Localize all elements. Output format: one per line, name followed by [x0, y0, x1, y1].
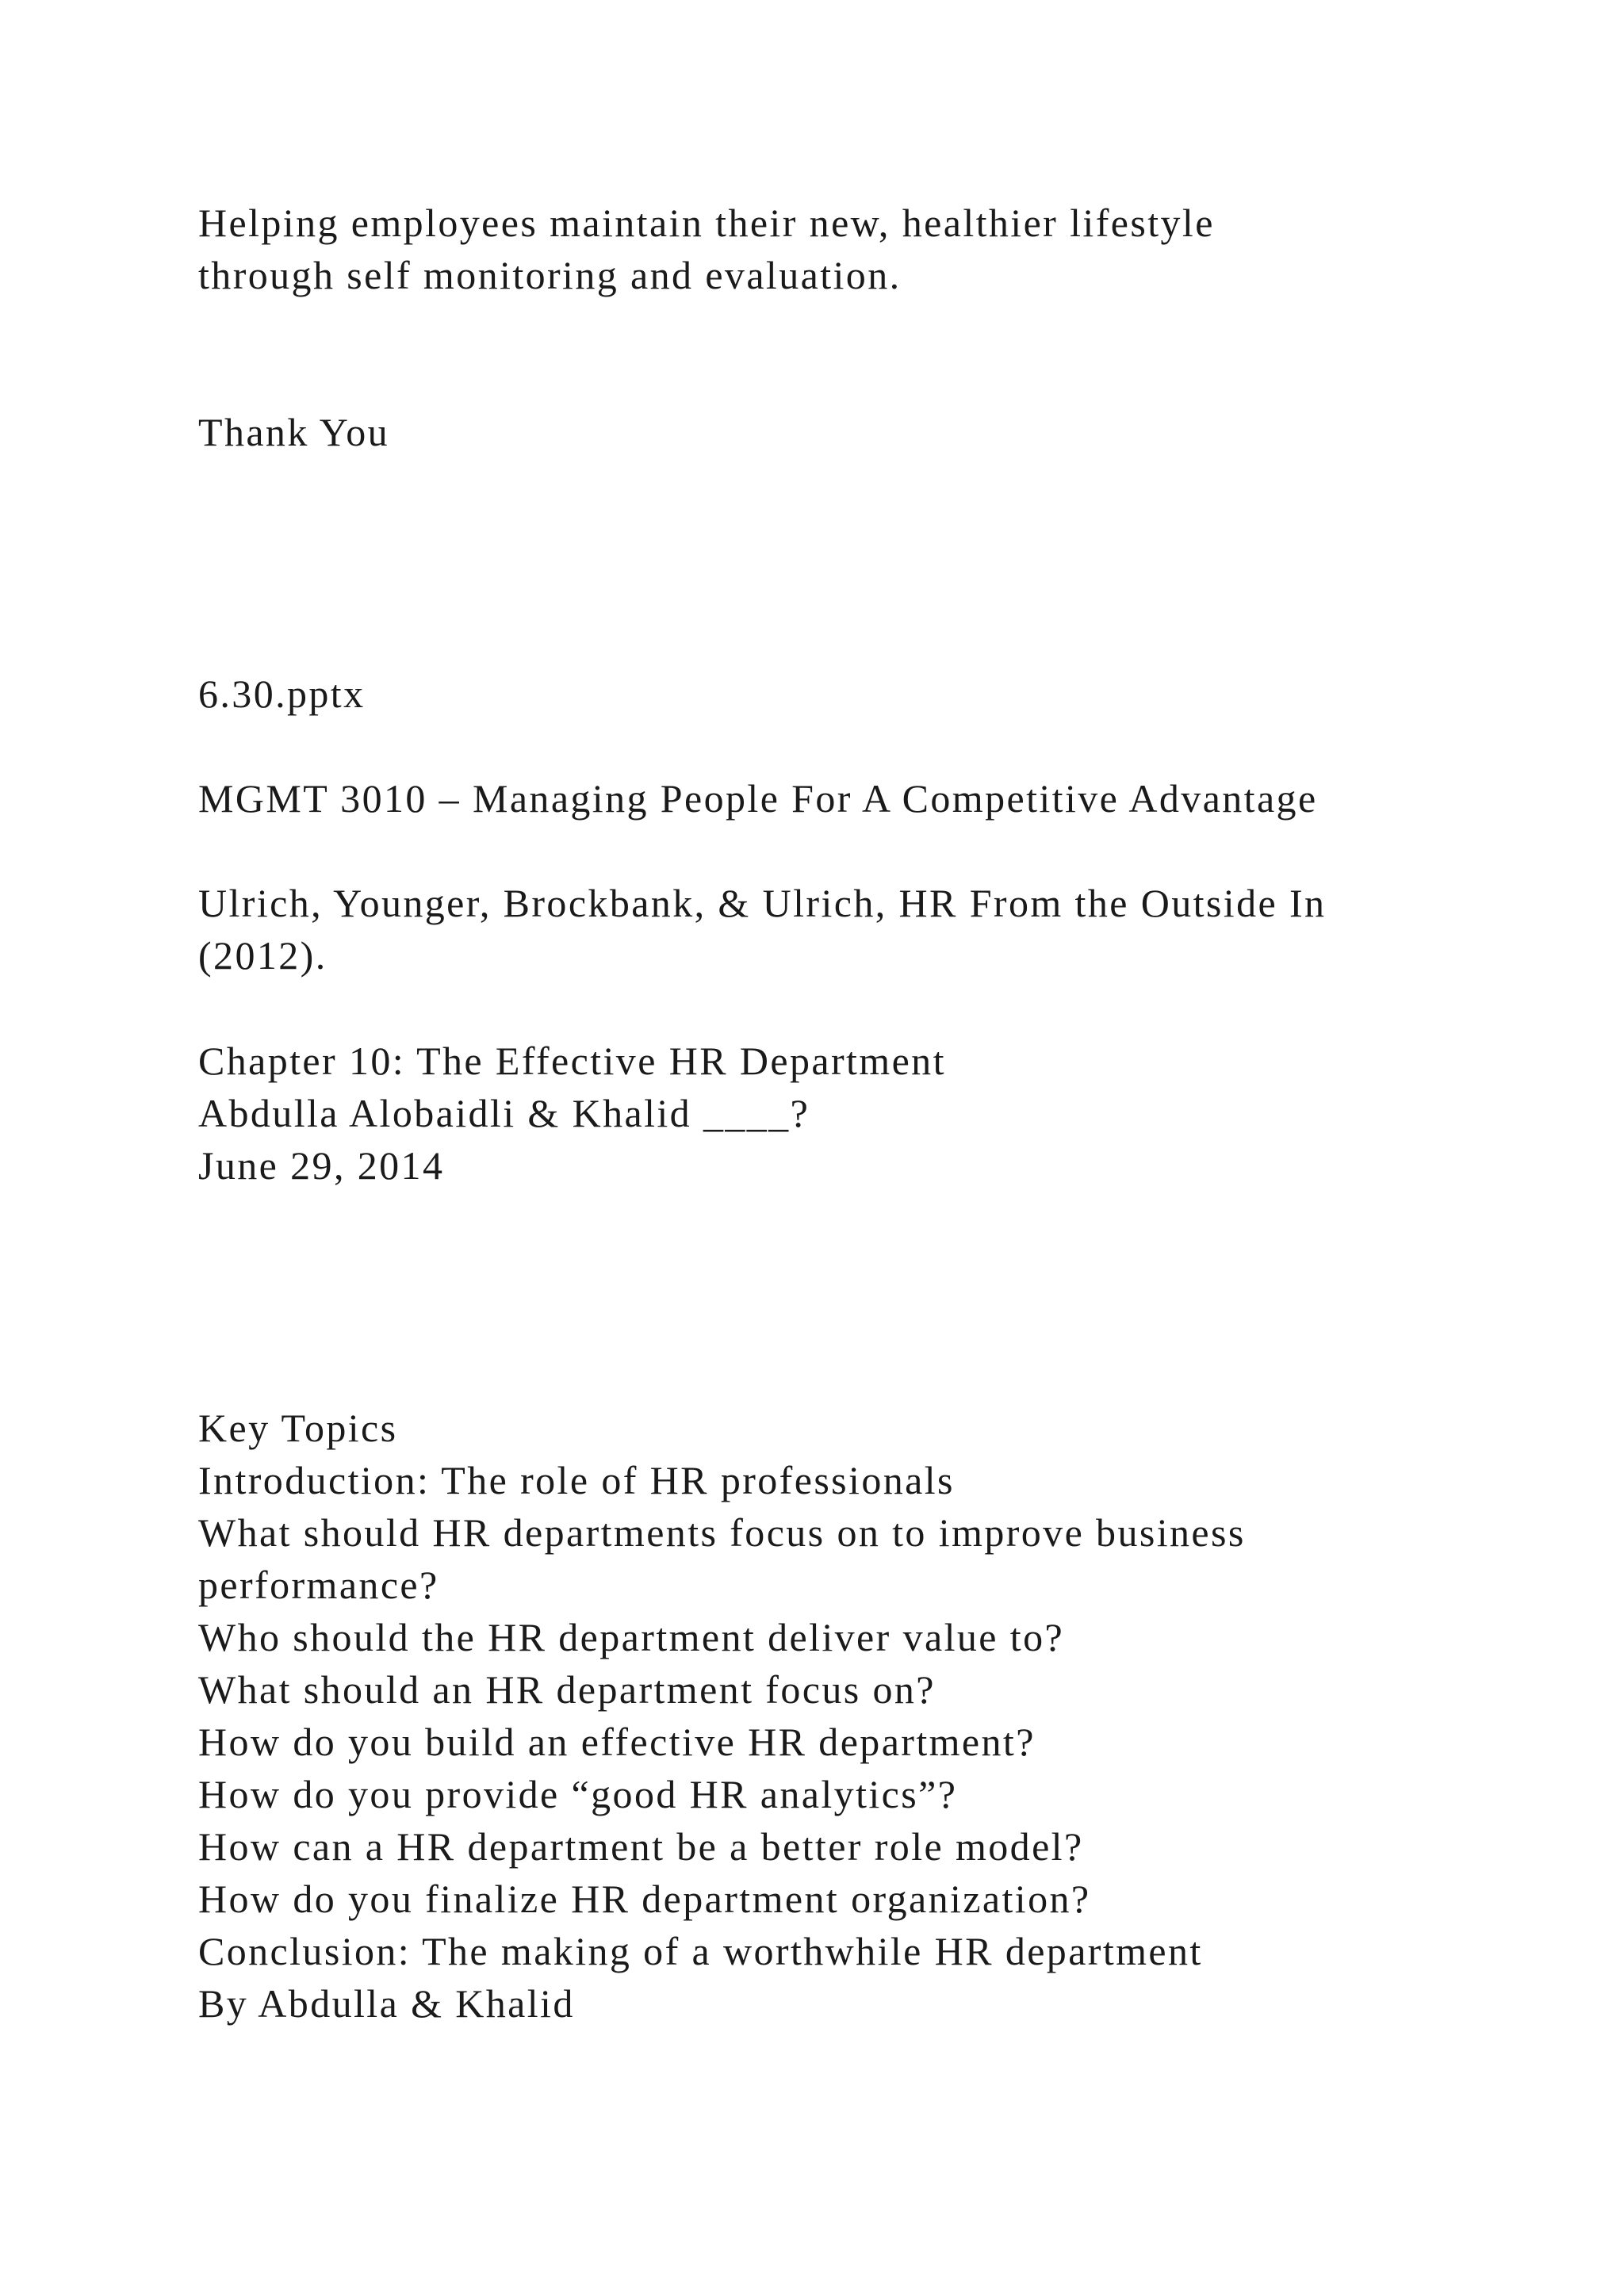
authors: Abdulla Alobaidli & Khalid ____?: [198, 1091, 810, 1135]
topic-item: How do you finalize HR department organization?: [198, 1877, 1091, 1921]
citation-line-1: Ulrich, Younger, Brockbank, & Ulrich, HR From the Outside In: [198, 881, 1327, 925]
intro-line-1: Helping employees maintain their new, healthier lifestyle: [198, 201, 1215, 245]
topic-item: Who should the HR department deliver value to?: [198, 1615, 1065, 1659]
citation-line-2: (2012).: [198, 933, 327, 978]
intro-line-2: through self monitoring and evaluation.: [198, 253, 902, 297]
file-name: 6.30.pptx: [198, 672, 366, 716]
topic-item: What should HR departments focus on to improve business: [198, 1510, 1246, 1555]
topic-item: Conclusion: The making of a worthwhile HR department: [198, 1929, 1203, 1973]
chapter-title: Chapter 10: The Effective HR Department: [198, 1039, 946, 1083]
topic-item: Introduction: The role of HR professionals: [198, 1458, 955, 1502]
topic-item: By Abdulla & Khalid: [198, 1981, 575, 2026]
presentation-date: June 29, 2014: [198, 1143, 445, 1188]
topic-item: How do you build an effective HR department?: [198, 1720, 1036, 1764]
key-topics-heading: Key Topics: [198, 1406, 398, 1450]
topic-item: What should an HR department focus on?: [198, 1667, 936, 1712]
topic-item: performance?: [198, 1563, 439, 1607]
topic-item: How do you provide “good HR analytics”?: [198, 1772, 958, 1816]
topic-item: How can a HR department be a better role model?: [198, 1824, 1084, 1869]
course-title: MGMT 3010 – Managing People For A Competitive Advantage: [198, 776, 1318, 821]
thank-you-text: Thank You: [198, 410, 390, 454]
